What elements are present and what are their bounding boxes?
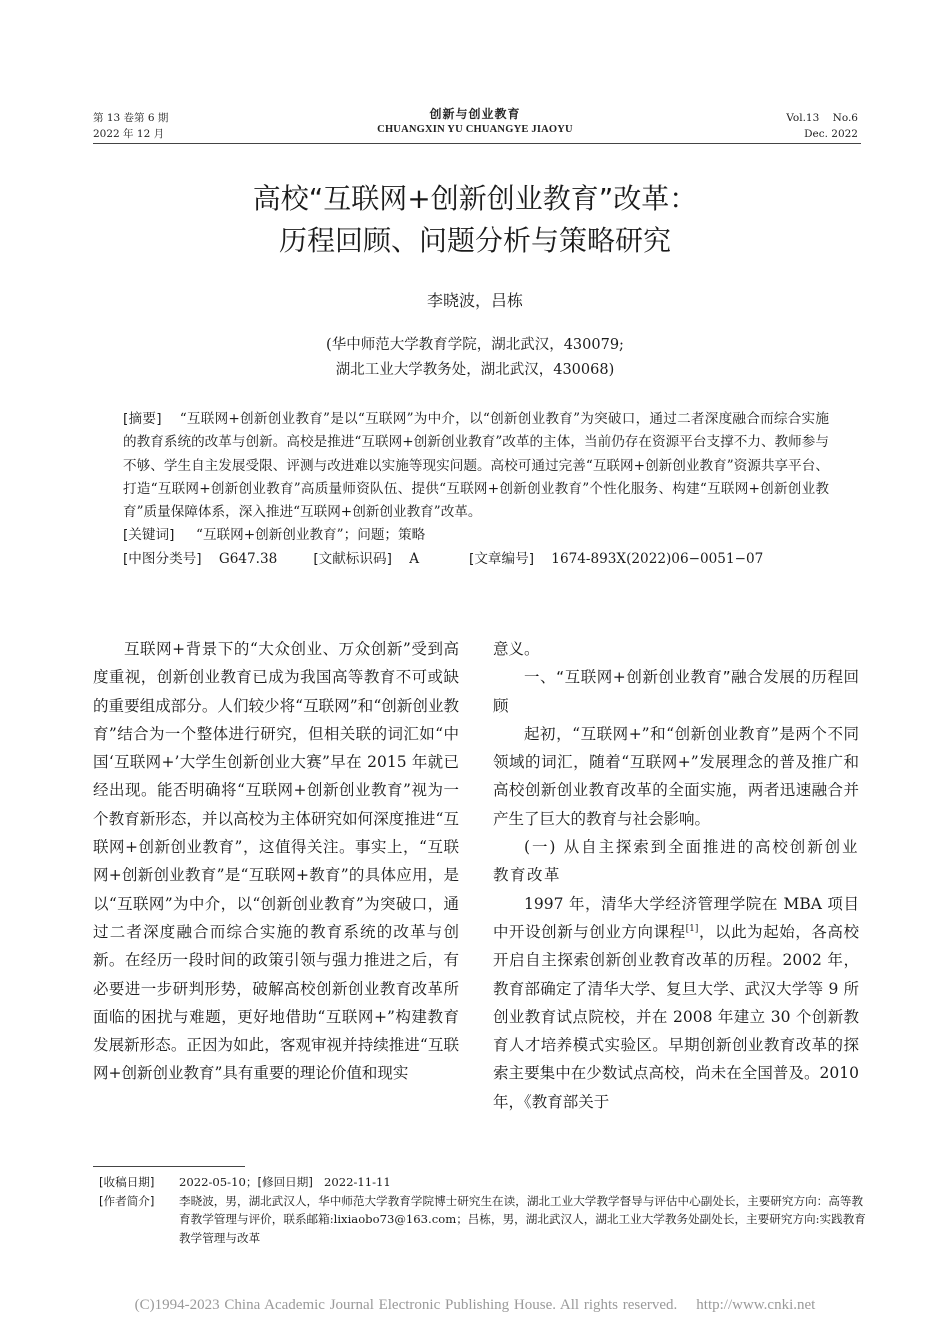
keywords-label: [关键词] bbox=[123, 527, 175, 544]
header-volume: 第 13 卷第 6 期 bbox=[93, 112, 169, 124]
revised-date: 2022-11-11 bbox=[323, 1175, 391, 1189]
artno-label: [文章编号] bbox=[469, 550, 534, 567]
body-column-right bbox=[493, 635, 859, 1116]
clc-label: [中图分类号] bbox=[123, 550, 202, 567]
subsection-text-b: ，以此为起始，各高校开启自主探索创新创业教育改革的历程。2002 年，教育部确定了清华大学、复旦大学、武汉大学等 9 所创业教育试点院校，并在 2008 年建立 30 个创新教育人才培养模式实验区。早期创新创业教育改革的探索主要集中在少数试点高校，尚未在全国普及。2010 年，《教育部关于 bbox=[493, 922, 859, 1111]
abstract-text: “互联网+创新创业教育”是以“互联网”为中介，以“创新创业教育”为突破口，通过二者深度融合而综合实施的教育系统的改革与创新。高校是推进“互联网+创新创业教育”改革的主体，当前仍存在资源平台支撑不力、教师参与不够、学生自主发展受限、评测与改进难以实施等现实问题。高校可通过完善“互联网+创新创业教育”资源共享平台、打造“互联网+创新创业教育”高质量师资队伍、提供“互联网+创新创业教育”个性化服务、构建“互联网+创新创业教育”质量保障体系，深入推进“互联网+创新创业教育”改革。 bbox=[123, 411, 829, 521]
abstract-block bbox=[123, 408, 829, 571]
dates-body bbox=[179, 1173, 874, 1192]
section-1-paragraph: 起初，“互联网+”和“创新创业教育”是两个不同领域的词汇，随着“互联网+”发展理念的普及推广和高校创新创业教育改革的全面实施，两者迅速融合并产生了巨大的教育与社会影响。 bbox=[493, 724, 859, 828]
header-issue-info bbox=[93, 110, 168, 142]
affiliation-2: 湖北工业大学教务处，湖北武汉，430068) bbox=[335, 362, 615, 378]
received-label: [收稿日期] bbox=[99, 1175, 155, 1189]
received-date: 2022-05-10； bbox=[179, 1175, 258, 1189]
title-line-1: 高校“互联网+创新创业教育”改革： bbox=[252, 182, 698, 215]
footnote-divider bbox=[93, 1166, 245, 1167]
header-volume-en bbox=[786, 110, 858, 142]
header-date-en: Dec. 2022 bbox=[804, 128, 858, 140]
intro-paragraph: 互联网+背景下的“大众创业、万众创新”受到高度重视，创新创业教育已成为我国高等教育不可或缺的重要组成部分。人们较少将“互联网”和“创新创业教育”结合为一个整体进行研究，但相关联的词汇如“中国‘互联网+’大学生创新创业大赛”早在 2015 年就已经出现。能否明确将“互联网+创新创业教育”视为一个教育新形态，并以高校为主体研究如何深度推进“互联网+创新创业教育”，这值得关注。事实上，“互联网+创新创业教育”是“互联网+教育”的具体应用，是以“互联网”为中介，以“创新创业教育”为突破口，通过二者深度融合而综合实施的教育系统的改革与创新。在经历一段时间的政策引领与强力推进之后，有必要进一步研判形势，破解高校创新创业教育改革所面临的困扰与难题，更好地借助“互联网+”构建教育发展新形态。正因为如此，客观审视并持续推进“互联网+创新创业教育”具有重要的理论价值和现实 bbox=[93, 640, 459, 1083]
section-heading-1: 一、“互联网+创新创业教育”融合发展的历程回顾 bbox=[493, 668, 859, 715]
abstract-label: [摘要] bbox=[123, 411, 162, 427]
cnki-watermark: (C)1994-2023 China Academic Journal Electronic Publishing House. All rights reserved. http://www.cnki.net bbox=[134, 1297, 816, 1313]
author-bio-row bbox=[99, 1192, 874, 1248]
keywords-text: “互联网+创新创业教育”；问题；策略 bbox=[196, 527, 426, 544]
subsection-text-a: 1997 年，清华大学经济管理学院在 MBA 项目中开设创新与创业方向课程 bbox=[493, 894, 859, 941]
doccode-value: A bbox=[409, 550, 420, 567]
citation-ref-1[interactable]: [1] bbox=[685, 923, 699, 934]
doccode-label: [文献标识码] bbox=[313, 550, 392, 567]
footnote-block bbox=[99, 1173, 874, 1247]
classification-line bbox=[123, 548, 829, 571]
intro-continuation: 意义。 bbox=[493, 640, 540, 658]
abstract-paragraph bbox=[123, 408, 829, 524]
author-bio-label: [作者简介] bbox=[99, 1193, 155, 1208]
journal-name bbox=[300, 106, 650, 138]
header-date: 2022 年 12 月 bbox=[93, 128, 165, 140]
title-line-2: 历程回顾、问题分析与策略研究 bbox=[278, 224, 671, 257]
journal-pinyin: CHUANGXIN YU CHUANGYE JIAOYU bbox=[377, 124, 573, 135]
affiliation-1: (华中师范大学教育学院，湖北武汉，430079; bbox=[326, 337, 624, 353]
journal-logo: 创新与创业教育 bbox=[429, 107, 521, 121]
header-divider bbox=[93, 143, 861, 144]
affiliations bbox=[0, 333, 950, 383]
revised-label: [修回日期] bbox=[257, 1175, 313, 1189]
subsection-heading-1: (一) 从自主探索到全面推进的高校创新创业教育改革 bbox=[493, 838, 859, 885]
author-list: 李晓波，吕栋 bbox=[426, 291, 523, 310]
article-title bbox=[0, 178, 950, 262]
artno-value: 1674-893X(2022)06−0051−07 bbox=[551, 550, 764, 567]
clc-value: G647.38 bbox=[218, 550, 278, 567]
body-column-left bbox=[93, 635, 459, 1088]
subsection-paragraph bbox=[493, 890, 859, 1116]
dates-row bbox=[99, 1173, 874, 1192]
author-bio-text: 李晓波，男，湖北武汉人，华中师范大学教育学院博士研究生在读，湖北工业大学教学督导与评估中心副处长，主要研究方向：高等教育教学管理与评价，联系邮箱:lixiaobo73@163.com；吕栋，男，湖北武汉人，湖北工业大学教务处副处长，主要研究方向:实践教育教学管理与改革 bbox=[179, 1193, 866, 1245]
header-vol-no: Vol.13 No.6 bbox=[786, 112, 858, 124]
keywords-line bbox=[123, 524, 829, 547]
